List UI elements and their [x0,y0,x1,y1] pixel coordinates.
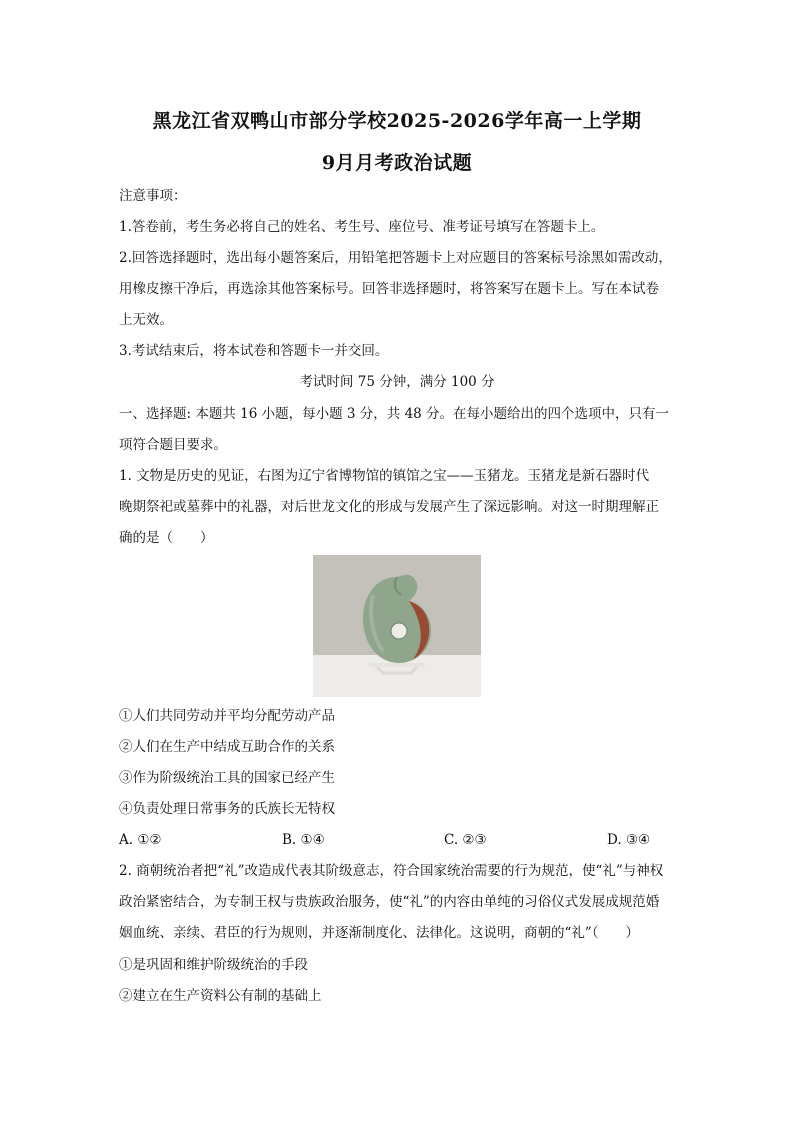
q1-statement-3: ③作为阶级统治工具的国家已经产生 [119,770,335,786]
title-line-2: 9月月考政治试题 [321,152,473,174]
q2-statement-1: ①是巩固和维护阶级统治的手段 [119,957,308,973]
notice-item-1: 1.答卷前，考生务必将自己的姓名、考生号、座位号、准考证号填写在答题卡上。 [119,219,605,235]
q2-stem-line-1: 2. 商朝统治者把“礼”改造成代表其阶级意志，符合国家统治需要的行为规范，使“礼”与神权 [119,863,664,879]
q1-statement-1: ①人们共同劳动并平均分配劳动产品 [119,708,335,724]
q2-statement-2: ②建立在生产资料公有制的基础上 [119,988,322,1004]
exam-info: 考试时间 75 分钟，满分 100 分 [299,374,495,390]
q1-statement-2: ②人们在生产中结成互助合作的关系 [119,739,335,755]
q1-statement-4: ④负责处理日常事务的氏族长无特权 [119,801,335,817]
section-1-line-2: 项符合题目要求。 [119,437,227,453]
notice-heading: 注意事项： [119,188,187,204]
q1-stem-line-3: 确的是（ ） [119,530,214,546]
q1-option-a: A. ①② [119,832,162,848]
q1-option-d: D. ③④ [607,832,651,848]
notice-item-2-line-1: 2.回答选择题时，选出每小题答案后，用铅笔把答题卡上对应题目的答案标号涂黑如需改动， [119,250,672,266]
jade-pig-dragon-photo [313,555,481,697]
q2-stem-line-2: 政治紧密结合，为专制王权与贵族政治服务，使“礼”的内容由单纯的习俗仪式发展成规范婚 [119,894,660,910]
q2-stem-line-3: 姻血统、亲续、君臣的行为规则，并逐渐制度化、法律化。这说明，商朝的“礼”（ ） [119,925,640,941]
q1-stem-line-2: 晚期祭祀或墓葬中的礼器，对后世龙文化的形成与发展产生了深远影响。对这一时期理解正 [119,499,659,515]
notice-item-2-line-3: 上无效。 [119,312,173,328]
jade-pig-dragon-illustration [313,555,481,697]
title-line-1: 黑龙江省双鸭山市部分学校2025-2026学年高一上学期 [152,110,642,132]
notice-item-2-line-2: 用橡皮擦干净后，再选涂其他答案标号。回答非选择题时，将答案写在题卡上。写在本试卷 [119,281,659,297]
q1-option-b: B. ①④ [282,832,325,848]
notice-item-3: 3.考试结束后，将本试卷和答题卡一并交回。 [119,343,389,359]
section-1-line-1: 一、选择题: 本题共 16 小题，每小题 3 分，共 48 分。在每小题给出的四个选项中，只有一 [119,406,670,422]
q1-stem-line-1: 1. 文物是历史的见证，右图为辽宁省博物馆的镇馆之宝——玉猪龙。玉猪龙是新石器时代 [119,468,650,484]
q1-option-c: C. ②③ [444,832,487,848]
